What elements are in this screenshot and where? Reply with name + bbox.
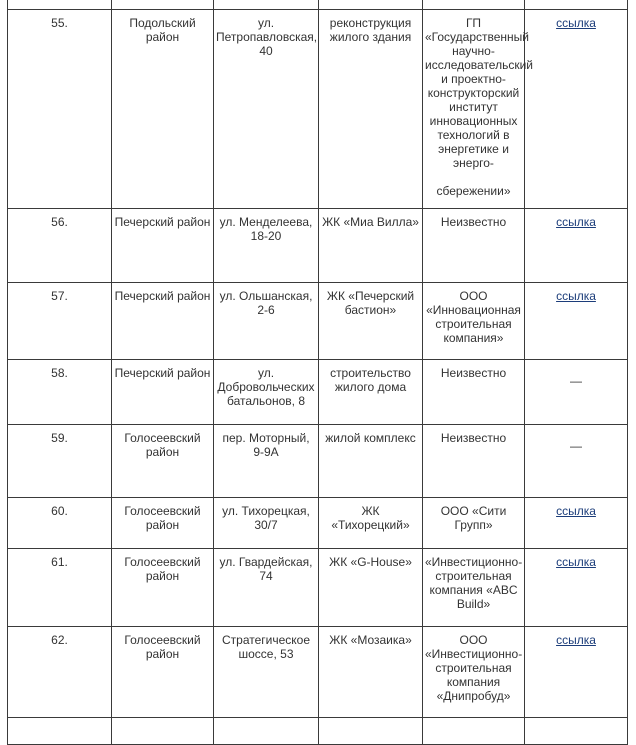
district-cell: Голосеевский район	[112, 549, 214, 627]
object-cell: жилой комплекс	[319, 425, 423, 498]
empty-cell	[8, 718, 112, 745]
district-cell: Голосеевский район	[112, 498, 214, 549]
row-number: 62.	[8, 627, 112, 718]
address-cell: ул. Петропавловская, 40	[214, 10, 319, 209]
district-cell: Печерский район	[112, 360, 214, 425]
developer-cell: ООО «Инновационная строительная компания»	[423, 283, 525, 360]
object-cell: ЖК «Тихорецкий»	[319, 498, 423, 549]
table-row-partial-top	[8, 0, 628, 10]
object-cell: ЖК «Мозаика»	[319, 627, 423, 718]
table-row-partial-bottom	[8, 718, 628, 745]
row-number: 55.	[8, 10, 112, 209]
object-cell: ЖК «Миа Вилла»	[319, 209, 423, 283]
row-number: 61.	[8, 549, 112, 627]
district-cell: Печерский район	[112, 283, 214, 360]
developer-cell: Неизвестно	[423, 425, 525, 498]
source-link[interactable]: ссылка	[556, 289, 596, 303]
link-cell	[525, 283, 628, 360]
link-cell	[525, 209, 628, 283]
address-cell: ул. Добровольческих батальонов, 8	[214, 360, 319, 425]
district-cell: Голосеевский район	[112, 627, 214, 718]
link-cell	[525, 360, 628, 425]
developer-cell: ООО «Сити Групп»	[423, 498, 525, 549]
link-cell	[525, 498, 628, 549]
address-cell: Стратегическое шоссе, 53	[214, 627, 319, 718]
link-cell	[525, 10, 628, 209]
district-cell: Печерский район	[112, 209, 214, 283]
district-cell: Голосеевский район	[112, 425, 214, 498]
district-cell: Подольский район	[112, 10, 214, 209]
table-row	[8, 627, 628, 718]
table-row	[8, 209, 628, 283]
developer-cell: ООО «Инвестиционно-строительная компания «Днипробуд»	[423, 627, 525, 718]
table-row	[8, 425, 628, 498]
source-link[interactable]: ссылка	[556, 504, 596, 518]
table-row	[8, 549, 628, 627]
address-cell: ул. Ольшанская, 2-6	[214, 283, 319, 360]
developer-cell: Неизвестно	[423, 360, 525, 425]
no-link-dash: —	[570, 374, 582, 388]
address-cell: ул. Менделеева, 18-20	[214, 209, 319, 283]
empty-cell	[214, 718, 319, 745]
object-cell: реконструкция жилого здания	[319, 10, 423, 209]
table-row	[8, 498, 628, 549]
source-link[interactable]: ссылка	[556, 633, 596, 647]
table-row	[8, 360, 628, 425]
link-cell	[525, 627, 628, 718]
row-number: 59.	[8, 425, 112, 498]
row-number: 58.	[8, 360, 112, 425]
no-link-dash: —	[570, 439, 582, 453]
table-row	[8, 10, 628, 209]
empty-cell	[319, 718, 423, 745]
source-link[interactable]: ссылка	[556, 555, 596, 569]
row-number: 56.	[8, 209, 112, 283]
developer-cell: «Инвестиционно-строительная компания «ABC Build»	[423, 549, 525, 627]
row-number: 57.	[8, 283, 112, 360]
object-cell: ЖК «G-House»	[319, 549, 423, 627]
developer-cell: ГП «Государственный научно-исследовательский и проектно-конструкторский институт инновационных технологий в энергетике и энерго- сбережении»	[423, 10, 525, 209]
source-link[interactable]: ссылка	[556, 16, 596, 30]
address-cell: пер. Моторный, 9-9А	[214, 425, 319, 498]
address-cell: ул. Гвардейская, 74	[214, 549, 319, 627]
empty-cell	[525, 718, 628, 745]
construction-table	[7, 0, 628, 745]
link-cell	[525, 549, 628, 627]
address-cell: ул. Тихорецкая, 30/7	[214, 498, 319, 549]
object-cell: строительство жилого дома	[319, 360, 423, 425]
developer-cell: Неизвестно	[423, 209, 525, 283]
empty-cell	[112, 718, 214, 745]
source-link[interactable]: ссылка	[556, 215, 596, 229]
table-row	[8, 283, 628, 360]
object-cell: ЖК «Печерский бастион»	[319, 283, 423, 360]
empty-cell	[423, 718, 525, 745]
row-number: 60.	[8, 498, 112, 549]
link-cell	[525, 425, 628, 498]
